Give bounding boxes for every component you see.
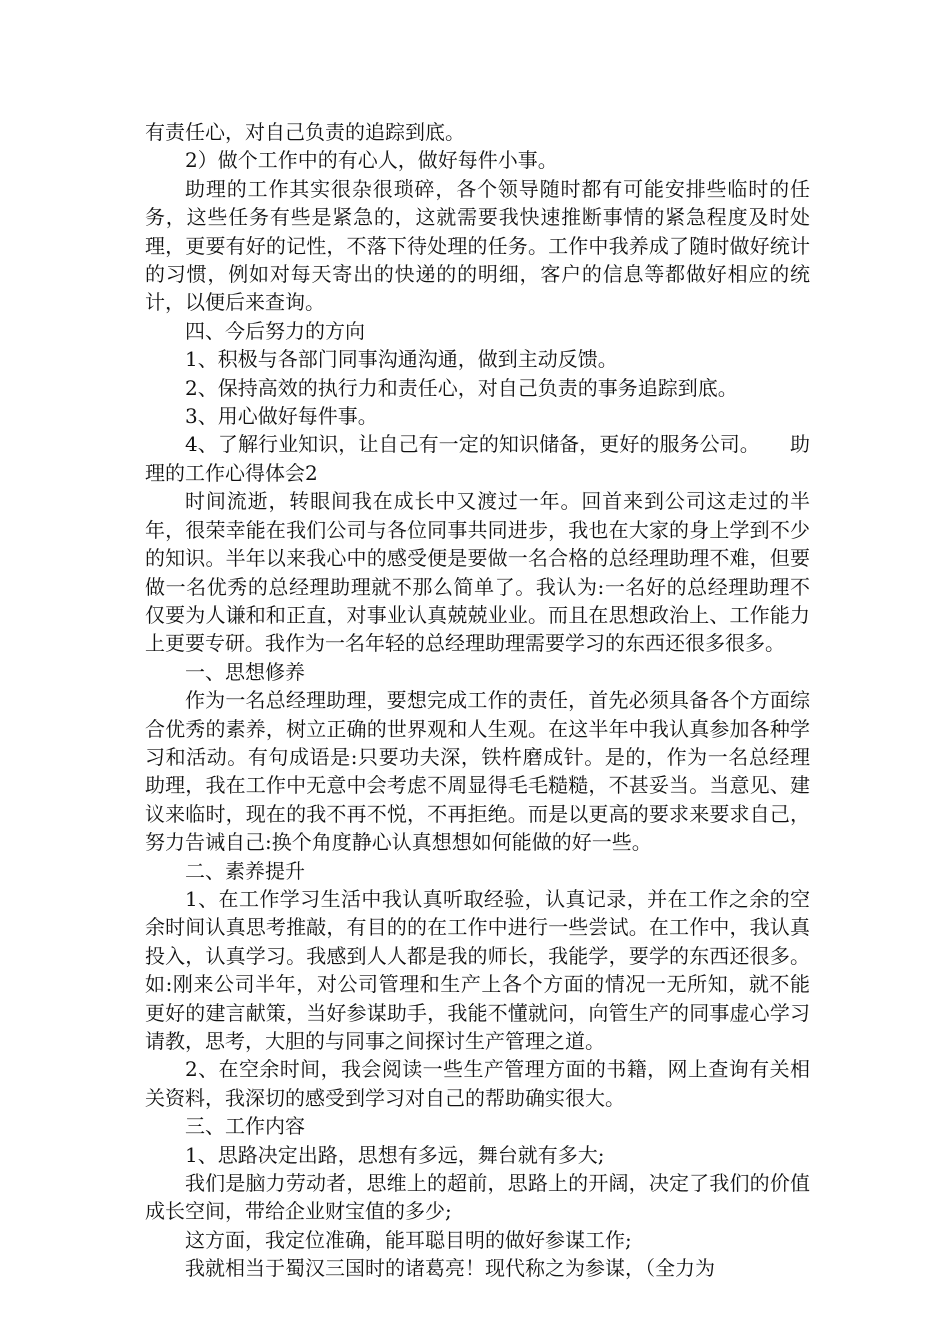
section-heading-future-direction: 四、今后努力的方向	[185, 318, 365, 343]
list-item-3: 3、用心做好每件事。	[185, 404, 378, 429]
paragraph-work-2: 我们是脑力劳动者，思维上的超前，思路上的开阔，决定了我们的价值成长空间，带给企业财宝值的多少;	[145, 1171, 810, 1224]
section-heading-work-content: 三、工作内容	[185, 1114, 305, 1139]
paragraph-assistant-work: 助理的工作其实很杂很琐碎，各个领导随时都有可能安排些临时的任务，这些任务有些是紧急的，这就需要我快速推断事情的紧急程度及时处理，更要有好的记性，不落下待处理的任务。工作中我养成了随时做好统计的习惯，例如对每天寄出的快递的的明细，客户的信息等都做好相应的统计，以便后来查询。	[145, 176, 810, 315]
list-item-2: 2、保持高效的执行力和责任心，对自己负责的事务追踪到底。	[185, 375, 738, 400]
paragraph-item-2: 2）做个工作中的有心人，做好每件小事。	[185, 148, 558, 173]
list-item-1: 1、积极与各部门同事沟通沟通，做到主动反馈。	[185, 347, 618, 372]
list-item-4: 4、了解行业知识，让自己有一定的知识储备，更好的服务公司。 助理的工作心得体会2	[145, 432, 810, 485]
paragraph-work-3: 这方面，我定位准确，能耳聪目明的做好参谋工作;	[185, 1227, 632, 1252]
paragraph-ideology: 作为一名总经理助理，要想完成工作的责任，首先必须具备各个方面综合优秀的素养，树立正确的世界观和人生观。在这半年中我认真参加各种学习和活动。有句成语是:只要功夫深，铁杵磨成针。是的，作为一名总经理助理，我在工作中无意中会考虑不周显得毛毛糙糙，不甚妥当。当意见、建议来临时，现在的我不再不悦，不再拒绝。而是以更高的要求来要求自己，努力告诫自己:换个角度静心认真想想如何能做的好一些。	[145, 688, 810, 855]
section-heading-ideology: 一、思想修养	[185, 659, 305, 684]
document-page	[145, 118, 810, 1283]
paragraph-work-4: 我就相当于蜀汉三国时的诸葛亮！现代称之为参谋，（全力为	[185, 1256, 715, 1281]
paragraph-improvement-2: 2、在空余时间，我会阅读一些生产管理方面的书籍，网上查询有关相关资料，我深切的感受到学习对自己的帮助确实很大。	[145, 1057, 810, 1110]
paragraph-continuation: 有责任心，对自己负责的追踪到底。	[145, 120, 465, 144]
paragraph-improvement-1: 1、在工作学习生活中我认真听取经验，认真记录，并在工作之余的空余时间认真思考推敲，有目的的在工作中进行一些尝试。在工作中，我认真投入，认真学习。我感到人人都是我的师长，我能学，要学的东西还很多。如:刚来公司半年，对公司管理和生产上各个方面的情况一无所知，就不能更好的建言献策，当好参谋助手，我能不懂就问，向管生产的同事虚心学习请教，思考，大胆的与同事之间探讨生产管理之道。	[145, 886, 810, 1053]
section-heading-improvement: 二、素养提升	[185, 858, 305, 883]
paragraph-work-1: 1、思路决定出路，思想有多远，舞台就有多大;	[185, 1142, 605, 1167]
paragraph-time-passes: 时间流逝，转眼间我在成长中又渡过一年。回首来到公司这走过的半年，很荣幸能在我们公司与各位同事共同进步，我也在大家的身上学到不少的知识。半年以来我心中的感受便是要做一名合格的总经理助理不难，但要做一名优秀的总经理助理就不那么简单了。我认为:一名好的总经理助理不仅要为人谦和和正直，对事业认真兢兢业业。而且在思想政治上、工作能力上更要专研。我作为一名年轻的总经理助理需要学习的东西还很多很多。	[145, 489, 810, 656]
